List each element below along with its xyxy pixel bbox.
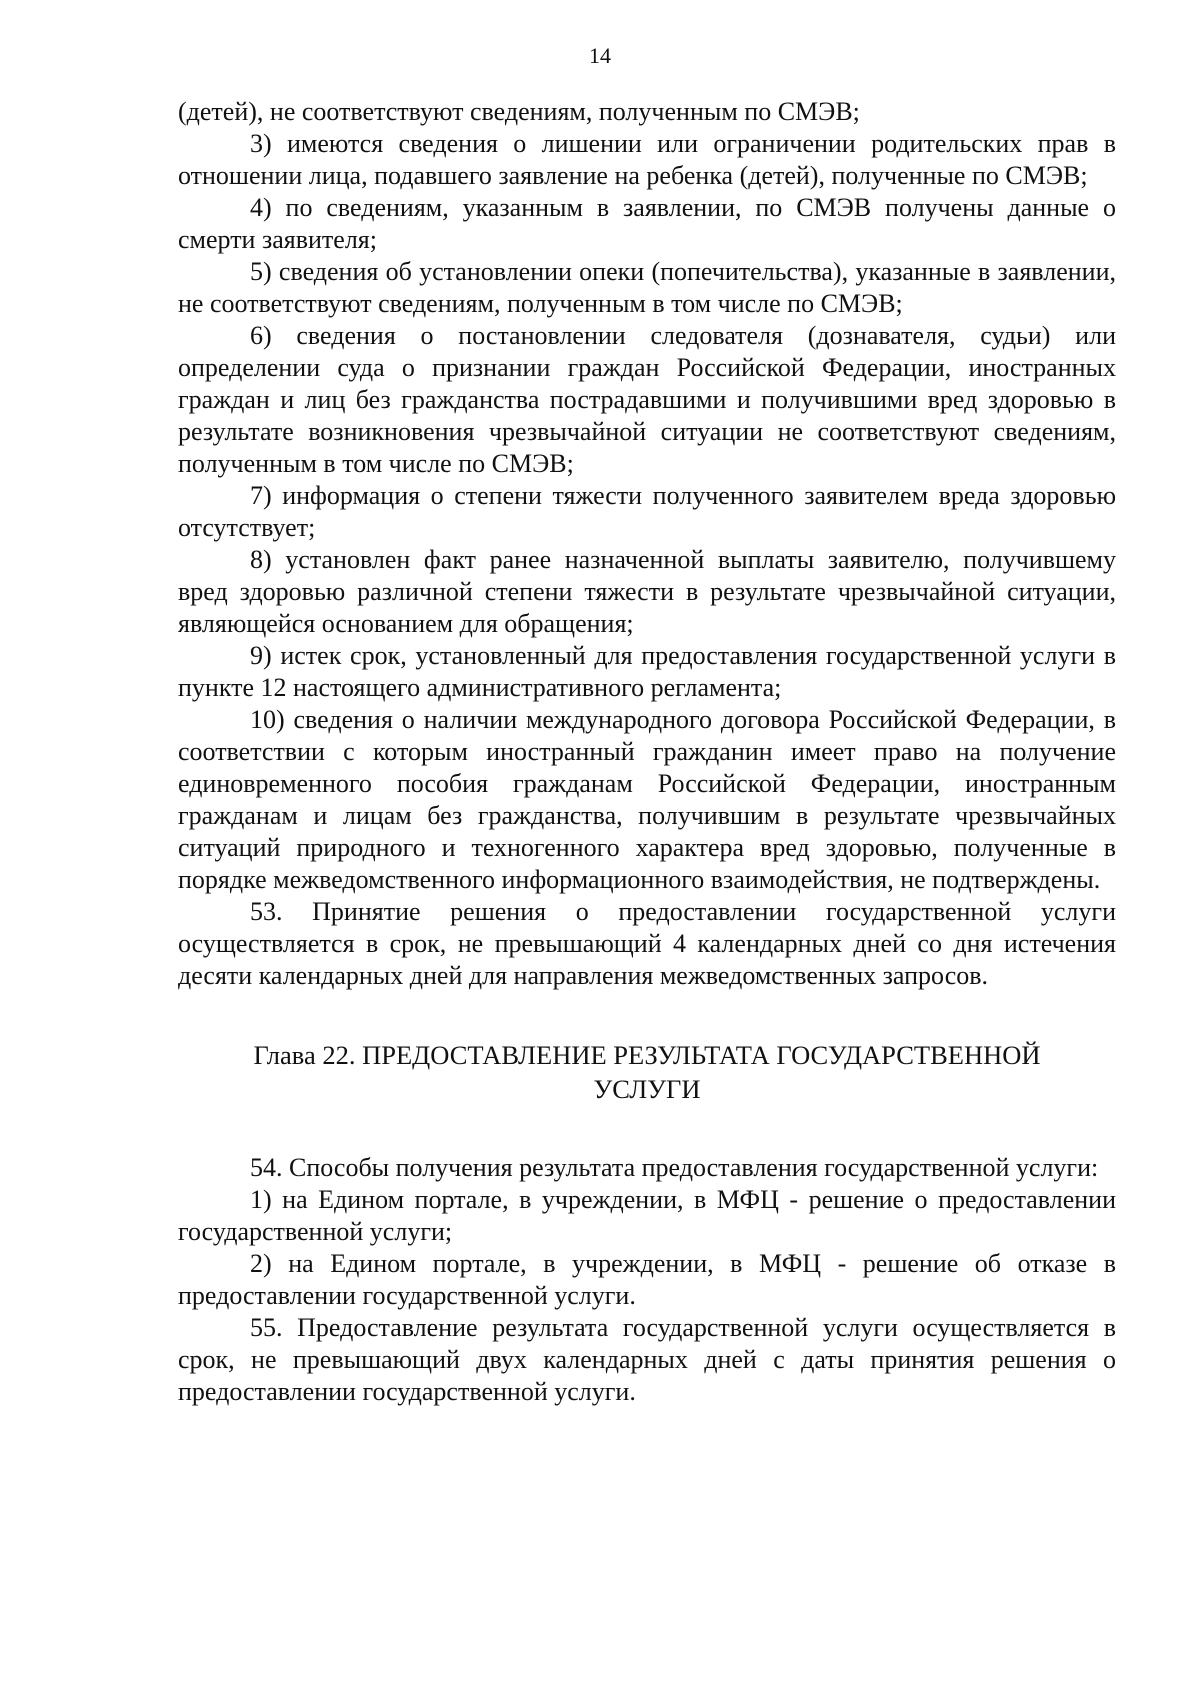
chapter-heading [178, 1038, 1116, 1106]
paragraph: (детей), не соответствуют сведениям, полученным по СМЭВ; [178, 97, 860, 126]
list-item-1: 1) на Едином портале, в учреждении, в МФЦ - решение о предоставлении государственной услуги; [178, 1185, 1116, 1246]
list-item-10: 10) сведения о наличии международного договора Российской Федерации, в соответствии с которым иностранный гражданин имеет право на получение единовременного пособия гражданам Российской Федерации, иностранным гражданам и лицам без гражданства, получившим в результате чрезвычайных ситуаций природного и техногенного характера вред здоровью, полученные в порядке межведомственного информационного взаимодействия, не подтверждены. [178, 705, 1116, 894]
list-item-3: 3) имеются сведения о лишении или ограничении родительских прав в отношении лица, подавшего заявление на ребенка (детей), полученные по СМЭВ; [178, 129, 1116, 190]
document-body [178, 96, 1116, 1408]
list-item-7: 7) информация о степени тяжести полученного заявителем вреда здоровью отсутствует; [178, 481, 1116, 542]
page-number: 14 [589, 43, 611, 68]
chapter-heading-line1: Глава 22. ПРЕДОСТАВЛЕНИЕ РЕЗУЛЬТАТА ГОСУДАРСТВЕННОЙ [253, 1040, 1041, 1070]
paragraph-54: 54. Способы получения результата предоставления государственной услуги: [250, 1153, 1099, 1182]
chapter-heading-line2: УСЛУГИ [593, 1074, 701, 1104]
list-item-2: 2) на Едином портале, в учреждении, в МФЦ - решение об отказе в предоставлении государственной услуги. [178, 1249, 1116, 1310]
list-item-8: 8) установлен факт ранее назначенной выплаты заявителю, получившему вред здоровью различной степени тяжести в результате чрезвычайной ситуации, являющейся основанием для обращения; [178, 545, 1116, 638]
paragraph-53: 53. Принятие решения о предоставлении государственной услуги осуществляется в срок, не превышающий 4 календарных дней со дня истечения десяти календарных дней для направления межведомственных запросов. [178, 897, 1116, 990]
list-item-5: 5) сведения об установлении опеки (попечительства), указанные в заявлении, не соответствуют сведениям, полученным в том числе по СМЭВ; [178, 257, 1116, 318]
list-item-4: 4) по сведениям, указанным в заявлении, по СМЭВ получены данные о смерти заявителя; [178, 193, 1116, 254]
paragraph-55: 55. Предоставление результата государственной услуги осуществляется в срок, не превышающий двух календарных дней с даты принятия решения о предоставлении государственной услуги. [178, 1313, 1116, 1406]
list-item-6: 6) сведения о постановлении следователя (дознавателя, судьи) или определении суда о признании граждан Российской Федерации, иностранных граждан и лиц без гражданства пострадавшими и получившими вред здоровью в результате возникновения чрезвычайной ситуации не соответствуют сведениям, полученным в том числе по СМЭВ; [178, 321, 1116, 478]
list-item-9: 9) истек срок, установленный для предоставления государственной услуги в пункте 12 настоящего административного регламента; [178, 641, 1116, 702]
